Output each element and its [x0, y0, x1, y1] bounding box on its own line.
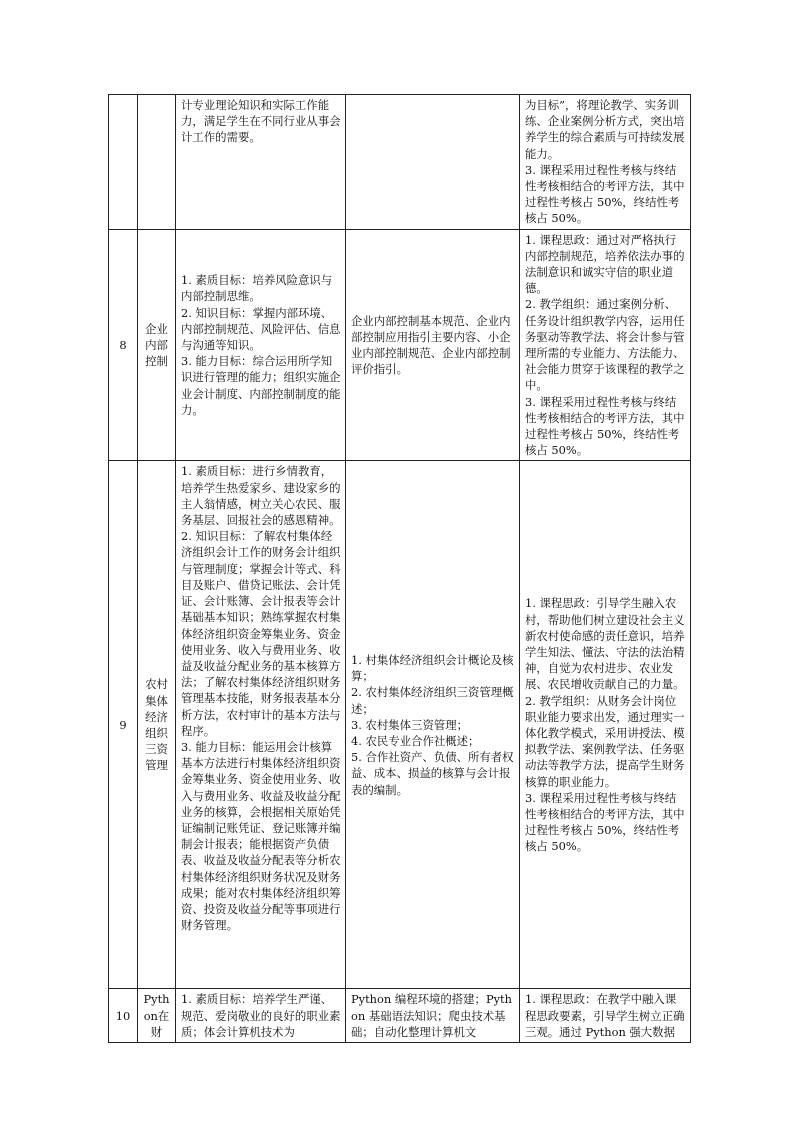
course-name-cell: [138, 95, 176, 230]
objective-text: 1. 素质目标：培养风险意识与内部控制思维。: [181, 273, 333, 304]
objectives-cell: [176, 95, 346, 230]
objective-text: 1. 素质目标：培养学生严谨、规范、爱岗敬业的良好的职业素质；体会计算机技术为: [181, 992, 341, 1039]
requirements-cell: [520, 229, 691, 461]
content-cell: [346, 229, 520, 461]
course-name-cell: 农村集体经济组织三资管理: [138, 461, 176, 989]
content-text: 1. 村集体经济组织会计概论及核算；: [351, 653, 514, 684]
requirements-cell: [520, 461, 691, 989]
requirements-cell: [520, 989, 691, 1043]
requirement-text: 1. 课程思政：通过对严格执行内部控制规范，培养依法办事的法制意识和诚实守信的职业道德。: [525, 232, 685, 296]
requirement-text: 1. 课程思政：在教学中融入课程思政要素，引导学生树立正确三观。通过 Python 强大数据: [525, 992, 685, 1039]
course-name-cell: 企业内部控制: [138, 229, 176, 461]
content-text: Python 编程环境的搭建；Python 基础语法知识；爬虫技术基础；自动化整理计算机文: [351, 992, 512, 1039]
objective-text: 3. 能力目标：能运用会计核算基本方法进行村集体经济组织资金筹集业务、资金使用业务、收入与费用业务、收益及收益分配业务的核算，会根据相关原始凭证编制记账凭证、登记账簿并编制会计报表；能根据资产负债表、收益及收益分配表等分析农村集体经济组织财务状况及财务成果；能对农村集体经济组织筹资、投资及收益分配等事项进行财务管理。: [181, 739, 341, 933]
row-number-cell: 10: [109, 989, 138, 1043]
objective-text: 计专业理论知识和实际工作能力，满足学生在不同行业从事会计工作的需要。: [181, 98, 341, 145]
objectives-cell: [176, 461, 346, 989]
row-number-cell: 8: [109, 229, 138, 461]
content-text: 5. 合作社资产、负债、所有者权益、成本、损益的核算与会计报表的编制。: [351, 750, 514, 797]
requirement-text: 1. 课程思政：引导学生融入农村，帮助他们树立建设社会主义新农村使命感的责任意识，培养学生知法、懂法、守法的法治精神，自觉为农村进步、农业发展、农民增收贡献自己的力量。: [525, 596, 685, 692]
course-name-cell: Python在财: [138, 989, 176, 1043]
table-row: [109, 95, 691, 230]
objectives-cell: [176, 229, 346, 461]
objectives-cell: [176, 989, 346, 1043]
content-text: 2. 农村集体经济组织三资管理概述；: [351, 685, 514, 716]
requirement-text: 3. 课程采用过程性考核与终结性考核相结合的考评方法，其中过程性考核占 50%，终结性考核占 50%。: [525, 790, 685, 854]
content-cell: [346, 95, 520, 230]
requirements-cell: [520, 95, 691, 230]
course-table: [108, 94, 691, 1043]
content-text: 企业内部控制基本规范、企业内部控制应用指引主要内容、小企业内部控制规范、企业内部控制评价指引。: [351, 313, 511, 377]
requirement-text: 2. 教学组织：通过案例分析、任务设计组织教学内容，运用任务驱动等教学法、将会计参与管理所需的专业能力、方法能力、社会能力贯穿于该课程的教学之中。: [525, 297, 685, 393]
row-number-cell: 9: [109, 461, 138, 989]
objective-text: 2. 知识目标：了解农村集体经济组织会计工作的财务会计组织与管理制度；掌握会计等式、科目及账户、借贷记账法、会计凭证、会计账簿、会计报表等会计基础基本知识；熟练掌握农村集体经济组织资金筹集业务、资金使用业务、收入与费用业务、收益及收益分配业务的基本核算方法；了解农村集体经济组织财务管理基本技能，财务报表基本分析方法，农村审计的基本方法与程序。: [181, 529, 341, 738]
content-cell: [346, 461, 520, 989]
objective-text: 3. 能力目标：综合运用所学知识进行管理的能力；组织实施企业会计制度、内部控制制度的能力。: [181, 354, 341, 417]
requirement-text: 为目标”，将理论教学、实务训练、企业案例分析方式，突出培养学生的综合素质与可持续发展能力。: [525, 98, 685, 161]
table-row: [109, 461, 691, 989]
row-number-cell: [109, 95, 138, 230]
requirement-text: 2. 教学组织：从财务会计岗位职业能力要求出发，通过理实一体化教学模式，采用讲授法、模拟教学法、案例教学法、任务驱动法等教学方法，提高学生财务核算的职业能力。: [525, 693, 685, 789]
objective-text: 1. 素质目标：进行乡情教育，培养学生热爱家乡、建设家乡的主人翁情感，树立关心农民、服务基层、回报社会的感恩精神。: [181, 464, 341, 528]
content-text: 3. 农村集体三资管理；: [351, 717, 469, 732]
requirement-text: 3. 课程采用过程性考核与终结性考核相结合的考评方法，其中过程性考核占 50%，终结性考核占 50%。: [525, 162, 685, 226]
objective-text: 2. 知识目标：掌握内部环境、内部控制规范、风险评估、信息与沟通等知识。: [181, 305, 341, 352]
content-cell: [346, 989, 520, 1043]
table-row: [109, 229, 691, 461]
requirement-text: 3. 课程采用过程性考核与终结性考核相结合的考评方法，其中过程性考核占 50%，终结性考核占 50%。: [525, 394, 685, 458]
table-row: [109, 989, 691, 1043]
content-text: 4. 农民专业合作社概述；: [351, 734, 480, 749]
